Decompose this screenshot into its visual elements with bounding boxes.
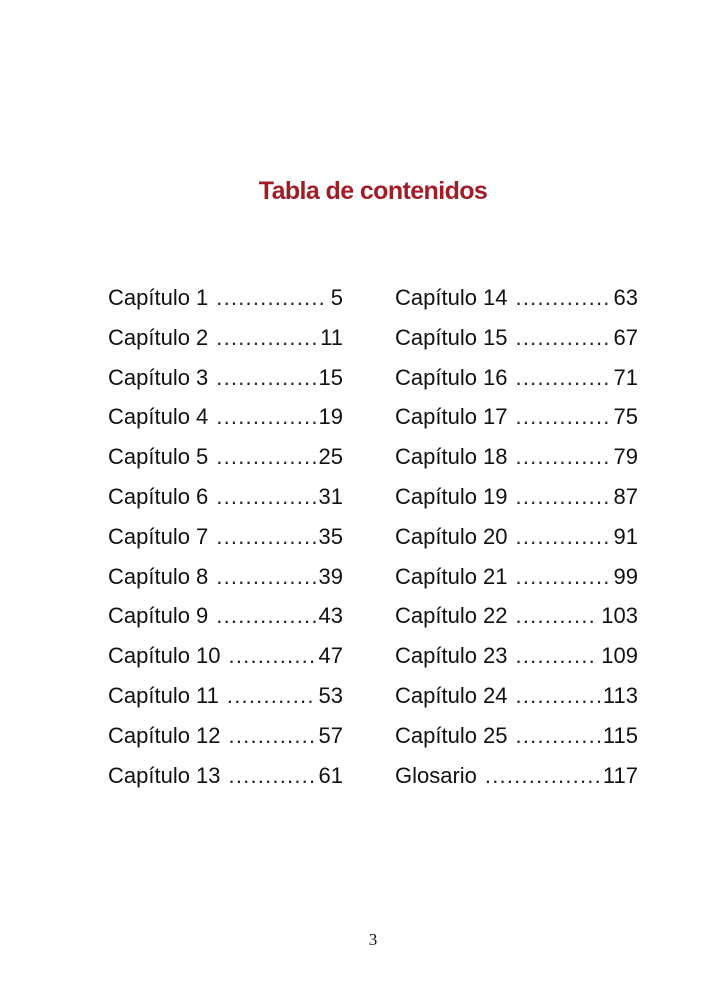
- toc-entry-label: Capítulo 3: [108, 364, 209, 390]
- toc-entry: [108, 318, 343, 358]
- toc-entry-label: Glosario: [395, 762, 477, 788]
- toc-entry-label: Capítulo 6: [108, 483, 209, 509]
- toc-entry-page: 79: [613, 444, 638, 470]
- toc-entry: [395, 397, 638, 437]
- toc-entry-label: Capítulo 18: [395, 444, 508, 470]
- dot-leader: [516, 397, 611, 437]
- toc-entry-label: Capítulo 24: [395, 682, 508, 708]
- toc-column-left: [108, 278, 343, 795]
- toc-entry-page: 19: [318, 404, 343, 430]
- toc-entry-label: Capítulo 23: [395, 643, 508, 669]
- toc-entry: [108, 358, 343, 398]
- toc-entry: [108, 517, 343, 557]
- dot-leader: [516, 636, 599, 676]
- dot-leader: [227, 676, 316, 716]
- toc-entry: [108, 437, 343, 477]
- toc-entry-page: 113: [602, 682, 638, 708]
- toc-entry-label: Capítulo 10: [108, 643, 221, 669]
- page-number: 3: [368, 930, 378, 949]
- toc-entry-page: 25: [318, 444, 343, 470]
- dot-leader: [516, 676, 600, 716]
- dot-leader: [516, 437, 611, 477]
- dot-leader: [229, 716, 316, 756]
- dot-leader: [516, 318, 611, 358]
- toc-entry: [108, 278, 343, 318]
- toc-entry-label: Capítulo 19: [395, 483, 508, 509]
- toc-entry-label: Capítulo 12: [108, 722, 221, 748]
- dot-leader: [516, 716, 600, 756]
- toc-entry-page: 109: [601, 643, 638, 669]
- toc-entry-page: 61: [318, 762, 343, 788]
- toc-entry-page: 15: [318, 364, 343, 390]
- page-title: Tabla de contenidos: [258, 177, 488, 205]
- toc-entry: [108, 636, 343, 676]
- toc-entry-label: Capítulo 1: [108, 285, 209, 310]
- dot-leader: [516, 517, 611, 557]
- toc-entry-label: Capítulo 17: [395, 404, 508, 430]
- toc-entry-page: 57: [318, 722, 343, 748]
- toc-entry-label: Capítulo 25: [395, 722, 508, 748]
- toc-entry-label: Capítulo 9: [108, 603, 209, 629]
- toc-entry-label: Capítulo 20: [395, 523, 508, 549]
- toc-entry-page: 87: [613, 483, 638, 509]
- toc-entry: [395, 437, 638, 477]
- dot-leader: [516, 557, 611, 597]
- toc-entry-page: 117: [602, 762, 638, 788]
- toc-entry-label: Capítulo 21: [395, 563, 508, 589]
- dot-leader: [516, 358, 611, 398]
- dot-leader: [229, 756, 316, 796]
- dot-leader: [216, 437, 315, 477]
- toc-entry-page: 99: [613, 563, 638, 589]
- toc-entry-label: Capítulo 11: [108, 682, 219, 708]
- toc-entry-page: 53: [318, 682, 343, 708]
- toc-entry-page: 63: [613, 285, 638, 310]
- toc-entry: [395, 676, 638, 716]
- toc-entry: [108, 676, 343, 716]
- dot-leader: [216, 596, 315, 636]
- dot-leader: [216, 358, 315, 398]
- toc-entry-page: 5: [330, 285, 343, 310]
- toc-entry-page: 11: [320, 324, 343, 350]
- toc-entry: [108, 756, 343, 796]
- toc-entry-page: 103: [601, 603, 638, 629]
- toc-entry: [108, 716, 343, 756]
- toc-entry-page: 43: [318, 603, 343, 629]
- dot-leader: [216, 557, 315, 597]
- toc-entry-label: Capítulo 8: [108, 563, 209, 589]
- dot-leader: [216, 318, 317, 358]
- toc-entry-label: Capítulo 16: [395, 364, 508, 390]
- toc-entry: [395, 756, 638, 796]
- toc-entry-page: 67: [613, 324, 638, 350]
- toc-entry-label: Capítulo 14: [395, 285, 508, 310]
- toc-entry: [108, 397, 343, 437]
- toc-entry: [395, 557, 638, 597]
- dot-leader: [216, 517, 315, 557]
- toc-entry: [395, 358, 638, 398]
- toc-column-right: [395, 278, 638, 795]
- toc-entry-label: Capítulo 4: [108, 404, 209, 430]
- toc-entry: [395, 636, 638, 676]
- toc-entry: [395, 517, 638, 557]
- toc-columns: [108, 278, 638, 795]
- toc-entry: [108, 596, 343, 636]
- toc-entry: [395, 477, 638, 517]
- toc-entry: [395, 596, 638, 636]
- dot-leader: [216, 278, 327, 318]
- dot-leader: [216, 477, 315, 517]
- toc-entry-label: Capítulo 5: [108, 444, 209, 470]
- toc-entry: [108, 557, 343, 597]
- dot-leader: [516, 596, 599, 636]
- toc-entry-label: Capítulo 2: [108, 324, 209, 350]
- toc-entry-label: Capítulo 15: [395, 324, 508, 350]
- toc-entry-page: 39: [318, 563, 343, 589]
- toc-entry-label: Capítulo 7: [108, 523, 209, 549]
- toc-entry-page: 47: [318, 643, 343, 669]
- toc-entry-page: 31: [318, 483, 343, 509]
- toc-entry-page: 35: [318, 523, 343, 549]
- toc-entry-page: 115: [602, 722, 638, 748]
- toc-entry-page: 91: [613, 523, 638, 549]
- dot-leader: [216, 397, 315, 437]
- toc-entry-page: 71: [613, 364, 638, 390]
- dot-leader: [516, 477, 611, 517]
- toc-entry-label: Capítulo 22: [395, 603, 508, 629]
- dot-leader: [485, 756, 600, 796]
- toc-entry: [108, 477, 343, 517]
- toc-entry: [395, 716, 638, 756]
- toc-entry: [395, 278, 638, 318]
- dot-leader: [229, 636, 316, 676]
- dot-leader: [516, 278, 611, 318]
- toc-entry-page: 75: [613, 404, 638, 430]
- toc-entry-label: Capítulo 13: [108, 762, 221, 788]
- toc-entry: [395, 318, 638, 358]
